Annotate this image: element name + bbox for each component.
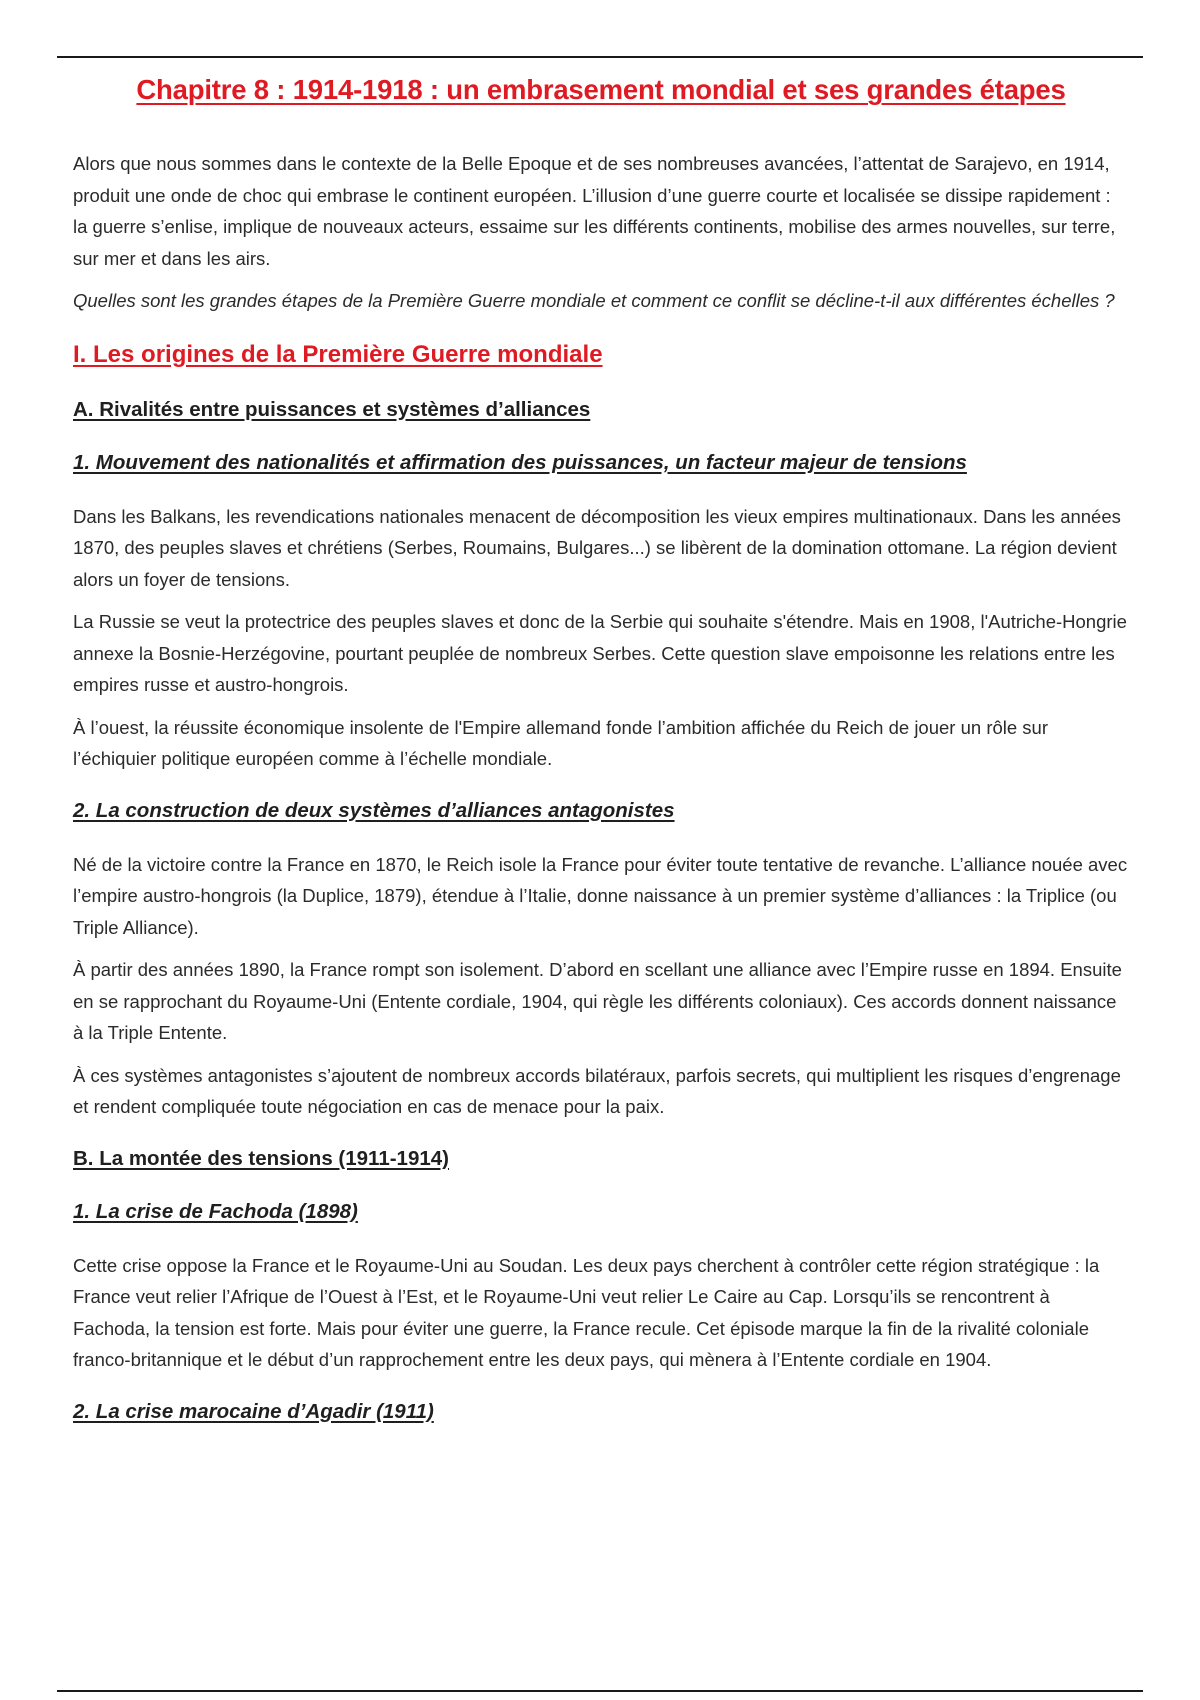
- paragraph: À partir des années 1890, la France rompt son isolement. D’abord en scellant une alliance avec l’Empire russe en 1894. Ensuite en se rapprochant du Royaume-Uni (Entente cordiale, 1904, qui règle les différents coloniaux). Ces accords donnent naissance à la Triple Entente.: [73, 959, 1122, 1043]
- paragraph: Cette crise oppose la France et le Royaume-Uni au Soudan. Les deux pays cherchent à contrôler cette région stratégique : la France veut relier l’Afrique de l’Ouest à l’Est, et le Royaume-Uni veut relier Le Caire au Cap. Lorsqu’ils se rencontrent à Fachoda, la tension est forte. Mais pour éviter une guerre, la France recule. Cet épisode marque la fin de la rivalité coloniale franco-britannique et le début d’un rapprochement entre les deux pays, qui mènera à l’Entente cordiale en 1904.: [73, 1254, 1100, 1370]
- paragraph: Né de la victoire contre la France en 1870, le Reich isole la France pour éviter toute tentative de revanche. L’alliance nouée avec l’empire austro-hongrois (la Duplice, 1879), étendue à l’Italie, donne naissance à un premier système d’alliances : la Triplice (ou Triple Alliance).: [73, 853, 1128, 938]
- paragraph: À ces systèmes antagonistes s’ajoutent de nombreux accords bilatéraux, parfois secrets, qui multiplient les risques d’engrenage et rendent compliquée toute négociation en cas de menace pour la paix.: [73, 1064, 1121, 1117]
- paragraph: Dans les Balkans, les revendications nationales menacent de décomposition les vieux empires multinationaux. Dans les années 1870, des peuples slaves et chrétiens (Serbes, Roumains, Bulgares...) se libèrent de la domination ottomane. La région devient alors un foyer de tensions.: [73, 505, 1121, 590]
- part-b-sub-1-title: 1. La crise de Fachoda (1898): [73, 1199, 358, 1223]
- problematic-question: Quelles sont les grandes étapes de la Première Guerre mondiale et comment ce conflit se décline-t-il aux différentes échelles ?: [73, 290, 1115, 311]
- intro-paragraph: Alors que nous sommes dans le contexte de la Belle Epoque et de ses nombreuses avancées, l’attentat de Sarajevo, en 1914, produit une onde de choc qui embrase le continent européen. L’illusion d’une guerre courte et localisée se dissipe rapidement : la guerre s’enlise, implique de nouveaux acteurs, essaime sur les différents continents, mobilise des armes nouvelles, sur terre, sur mer et dans les airs.: [73, 153, 1116, 269]
- paragraph: La Russie se veut la protectrice des peuples slaves et donc de la Serbie qui souhaite s'étendre. Mais en 1908, l'Autriche-Hongrie annexe la Bosnie-Herzégovine, pourtant peuplée de nombreux Serbes. Cette question slave empoisonne les relations entre les empires russe et austro-hongrois.: [73, 611, 1127, 695]
- part-b-title: B. La montée des tensions (1911-1914): [73, 1146, 449, 1170]
- part-a-title: A. Rivalités entre puissances et systèmes d’alliances: [73, 397, 591, 421]
- top-rule: [57, 56, 1143, 58]
- part-a-sub-1-title: 1. Mouvement des nationalités et affirmation des puissances, un facteur majeur de tensions: [73, 450, 967, 474]
- bottom-rule: [57, 1690, 1143, 1692]
- section-1-title: I. Les origines de la Première Guerre mondiale: [73, 340, 603, 368]
- part-b-sub-2-title: 2. La crise marocaine d’Agadir (1911): [73, 1399, 434, 1423]
- part-a-sub-2-title: 2. La construction de deux systèmes d’alliances antagonistes: [73, 798, 675, 822]
- paragraph: À l’ouest, la réussite économique insolente de l'Empire allemand fonde l’ambition affichée du Reich de jouer un rôle sur l’échiquier politique européen comme à l’échelle mondiale.: [73, 716, 1049, 769]
- chapter-title: Chapitre 8 : 1914-1918 : un embrasement mondial et ses grandes étapes: [136, 74, 1066, 105]
- document-page: [73, 74, 1129, 1450]
